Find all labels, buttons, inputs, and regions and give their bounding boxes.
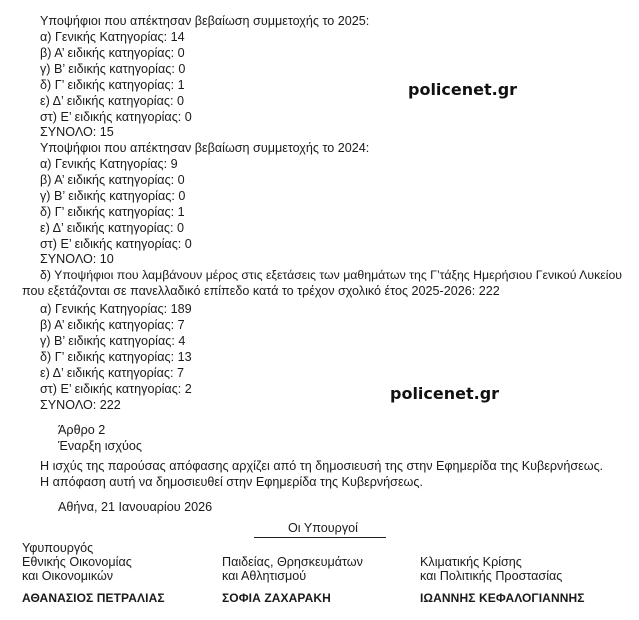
list-item: α) Γενικής Κατηγορίας: 189 (40, 302, 192, 316)
list-item: δ) Γ’ ειδικής κατηγορίας: 13 (40, 350, 192, 364)
section-2024-total: ΣΥΝΟΛΟ: 10 (40, 252, 114, 266)
ministers-heading: Οι Υπουργοί (288, 521, 358, 535)
section-d-line1: δ) Υποψήφιοι που λαμβάνουν μέρος στις εξετάσεις των μαθημάτων της Γ’τάξης Ημερήσιου Γενικού Λυκείου (40, 268, 623, 282)
list-item: α) Γενικής Κατηγορίας: 9 (40, 157, 178, 171)
article-text-1: Η ισχύς της παρούσας απόφασης αρχίζει από τη δημοσιευσή της στην Εφημερίδα της Κυβερνήσεως. (40, 459, 604, 473)
signatory-2-name: ΣΟΦΙΑ ΖΑΧΑΡΑΚΗ (222, 591, 331, 605)
section-d-line2: που εξετάζονται σε πανελλαδικό επίπεδο κατά το τρέχον σχολικό έτος 2025-2026: 222 (22, 284, 500, 298)
list-item: α) Γενικής Κατηγορίας: 14 (40, 30, 185, 44)
list-item: β) Α’ ειδικής κατηγορίας: 0 (40, 173, 185, 187)
signatory-1-line: και Οικονομικών (22, 569, 114, 583)
signatory-1-line: Εθνικής Οικονομίας (22, 555, 132, 569)
section-2025-heading: Υποψήφιοι που απέκτησαν βεβαίωση συμμετοχής το 2025: (40, 14, 370, 28)
signatory-3-name: ΙΩΑΝΝΗΣ ΚΕΦΑΛΟΓΙΑΝΝΗΣ (420, 591, 585, 605)
list-item: γ) Β’ ειδικής κατηγορίας: 0 (40, 62, 186, 76)
signatory-1-name: ΑΘΑΝΑΣΙΟΣ ΠΕΤΡΑΛΙΑΣ (22, 591, 165, 605)
section-2024-heading: Υποψήφιοι που απέκτησαν βεβαίωση συμμετοχής το 2024: (40, 141, 370, 155)
article-text-2: Η απόφαση αυτή να δημοσιευθεί στην Εφημερίδα της Κυβερνήσεως. (40, 475, 423, 489)
signatory-1-line: Υφυπουργός (22, 541, 94, 555)
list-item: γ) Β’ ειδικής κατηγορίας: 0 (40, 189, 186, 203)
signatory-3-line: Κλιματικής Κρίσης (420, 555, 522, 569)
list-item: γ) Β’ ειδικής κατηγορίας: 4 (40, 334, 186, 348)
divider (254, 537, 386, 538)
signatory-2-line: Παιδείας, Θρησκευμάτων (222, 555, 363, 569)
section-2025-total: ΣΥΝΟΛΟ: 15 (40, 125, 114, 139)
list-item: δ) Γ’ ειδικής κατηγορίας: 1 (40, 205, 185, 219)
document-date: Αθήνα, 21 Ιανουαρίου 2026 (58, 500, 213, 514)
list-item: στ) Ε’ ειδικής κατηγορίας: 2 (40, 382, 192, 396)
watermark: policenet.gr (390, 384, 500, 403)
list-item: β) Α’ ειδικής κατηγορίας: 0 (40, 46, 185, 60)
list-item: ε) Δ’ ειδικής κατηγορίας: 0 (40, 221, 184, 235)
article-number: Άρθρο 2 (58, 423, 106, 437)
list-item: δ) Γ’ ειδικής κατηγορίας: 1 (40, 78, 185, 92)
list-item: ε) Δ’ ειδικής κατηγορίας: 0 (40, 94, 184, 108)
section-d-total: ΣΥΝΟΛΟ: 222 (40, 398, 121, 412)
signatory-3-line: και Πολιτικής Προστασίας (420, 569, 563, 583)
signatory-2-line: και Αθλητισμού (222, 569, 307, 583)
article-title: Έναρξη ισχύος (58, 439, 142, 453)
list-item: στ) Ε’ ειδικής κατηγορίας: 0 (40, 110, 192, 124)
list-item: ε) Δ’ ειδικής κατηγορίας: 7 (40, 366, 184, 380)
list-item: στ) Ε’ ειδικής κατηγορίας: 0 (40, 237, 192, 251)
list-item: β) Α’ ειδικής κατηγορίας: 7 (40, 318, 185, 332)
watermark: policenet.gr (408, 80, 518, 99)
